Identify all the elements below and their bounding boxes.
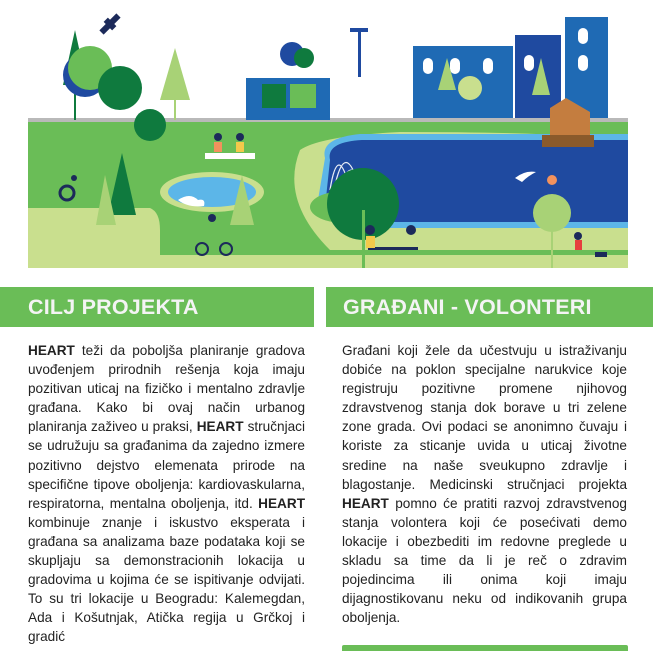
section-header-gradjani-volonteri [326, 287, 653, 327]
building-greenwall [246, 42, 330, 120]
bold-text: HEART [342, 495, 389, 511]
text: Građani koji žele da učestvuju u istraživanju dobiće na poklon specijalne narukvice koje registruju pozitivne promene njihovog zdravstvenog stanja dok borave u tri zelene zone grada. Ovi podaci se anonimno čuvaju i koriste za sticanje uvida u uticaj životne sredine na naše sveukupno zdravlje i blagostanje. Medicinski stručnjaci projekta [342, 343, 627, 492]
paragraph [342, 341, 627, 627]
octopus-icon [547, 175, 557, 185]
park-illustration [0, 0, 653, 270]
telescope-icon [350, 28, 368, 77]
next-section-header-bar [342, 645, 628, 651]
section-body-left [28, 341, 305, 647]
text: kombinuje znanje i iskustvo eksperata i građana sa analizama baze podataka koji se skupljaju sa demonstracionih lokacija u gradovima u kojima će se ispitivanje odvijati. To su tri lokacije u Beogradu: Kalemegdan, Ada i Košutnjak, Atička regija u Grčkoj i gradić [28, 514, 305, 645]
section-body-right [342, 341, 627, 627]
section-title: GRAĐANI - VOLONTERI [343, 295, 592, 319]
satellite-icon [97, 11, 122, 36]
bold-text: HEART [28, 343, 75, 358]
text: stručnjaci se udružuju sa građanima da zajedno izmere pozitivno dejstvo elemenata prirode na specifične tipove oboljenja: kardiovaskularna, respiratorna, mentalna oboljenja, itd. [28, 419, 305, 511]
building-icon [413, 17, 608, 118]
text: pomno će pratiti razvoj zdravstvenog stanja volontera koji će posećivati demo lokacije i obezbediti im redovne preglede u skladu sa time da li je reč o zdravim pojedincima ili onima koji imaju dijagnostikovanu neku od indikovanih grupa oboljenja. [342, 495, 627, 626]
section-title: CILJ PROJEKTA [28, 295, 199, 319]
bold-text: HEART [196, 419, 244, 435]
text: teži da poboljša planiranje gradova uvođenjem prirodnih rešenja koja imaju pozitivan uticaj na fizičko i mentalno zdravlje građana. Kako bi ovaj način urbanog planiranja zaživeo u praksi, [28, 343, 305, 435]
paragraph [28, 341, 305, 647]
section-header-cilj-projekta [0, 287, 314, 327]
bold-text: HEART [258, 495, 305, 511]
